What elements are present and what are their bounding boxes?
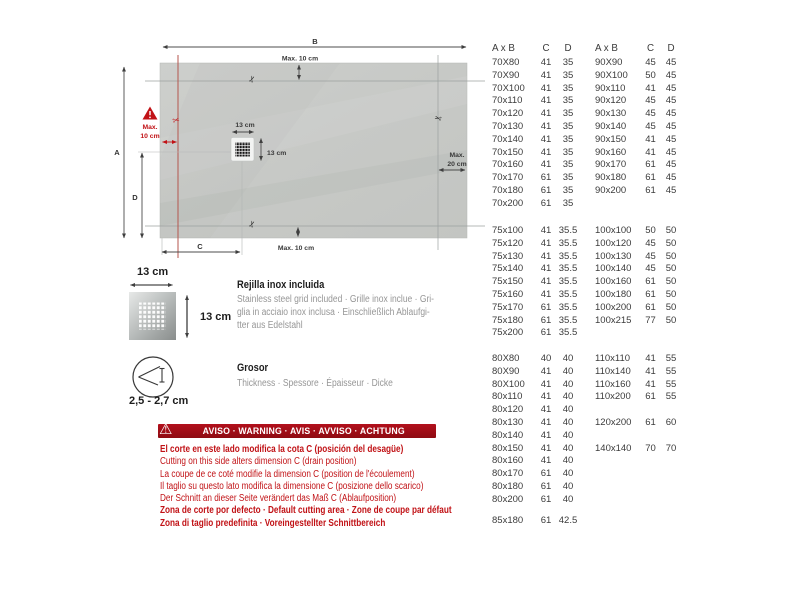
size-value: 45	[665, 184, 677, 196]
size-value: 45	[665, 120, 677, 132]
size-value	[578, 481, 595, 494]
size-value	[578, 391, 595, 404]
size-value	[578, 198, 595, 211]
grid-icon-width-arrow	[128, 280, 175, 290]
size-value: 41	[540, 133, 552, 145]
size-value: 40	[562, 353, 574, 364]
size-label: 80x150	[492, 442, 524, 454]
size-value	[640, 515, 661, 528]
size-value: 55	[665, 365, 677, 377]
size-value: 41	[540, 95, 552, 107]
size-label: 110x160	[595, 378, 631, 390]
size-label: 70x170	[492, 172, 524, 184]
size-value: 41	[540, 276, 552, 288]
size-value: 35.5	[558, 225, 578, 236]
size-value: 41	[540, 391, 552, 403]
size-value: 50	[665, 314, 677, 326]
size-value: 55	[665, 391, 677, 403]
size-value	[578, 263, 595, 276]
steel-grid-icon	[129, 292, 176, 340]
warning-title: AVISO · WARNING · AVIS · AVVISO · ACHTUNG	[203, 425, 406, 437]
size-label: 100x140	[595, 263, 632, 275]
size-label: 110x200	[595, 391, 631, 403]
size-value: 50	[665, 250, 677, 262]
max-right-label-2: 20 cm	[447, 161, 467, 168]
size-value: 35	[562, 133, 574, 145]
size-label	[595, 327, 640, 340]
size-value: 50	[645, 69, 656, 81]
max-bottom-label: Max. 10 cm	[277, 245, 315, 252]
size-label: 80x120	[492, 404, 524, 416]
size-value: 41	[645, 146, 656, 158]
warning-triangle-icon	[143, 107, 158, 120]
size-value: 35.5	[558, 263, 578, 275]
size-label: 100x160	[595, 276, 632, 288]
size-label: 90x130	[595, 108, 627, 120]
size-value: 45	[645, 108, 656, 120]
size-value: 41	[540, 146, 552, 158]
grid-included-line: Stainless steel grid included · Grille inox inclue · Gri-	[237, 294, 435, 305]
size-label: 80x140	[492, 429, 524, 441]
dimension-d-label: D	[132, 193, 138, 202]
size-label	[595, 494, 640, 507]
warning-line: Il taglio su questo lato modifica la dimensione C (posizione dello scarico)	[160, 480, 424, 492]
size-value: 40	[562, 429, 574, 441]
size-label: 100x200	[595, 301, 632, 313]
size-label: 120x200	[595, 416, 632, 428]
size-value	[578, 159, 595, 172]
size-value: 45	[665, 108, 677, 120]
size-label: 90x110	[595, 82, 626, 94]
size-label: 75x170	[492, 301, 524, 313]
size-value	[578, 366, 595, 379]
warning-line: Der Schnitt an dieser Seite verändert das Maß C (Ablaufposition)	[160, 493, 397, 505]
size-value: 35	[562, 197, 574, 209]
size-label	[595, 455, 640, 468]
size-value: 41	[540, 237, 552, 249]
size-value: C	[542, 43, 550, 54]
size-group-85	[492, 515, 681, 528]
size-value	[578, 147, 595, 160]
size-value: 61	[645, 301, 656, 313]
size-value	[578, 43, 595, 56]
grid-icon-height-arrow	[182, 293, 192, 340]
size-value: C	[646, 43, 655, 54]
grid-included-description	[237, 293, 469, 333]
size-label: A x B	[492, 43, 515, 54]
size-value	[578, 404, 595, 417]
size-value	[578, 225, 595, 238]
size-value	[661, 494, 681, 507]
scissors-icon: ✂	[433, 112, 443, 124]
size-value: 41	[645, 365, 656, 377]
size-value: 40	[562, 480, 574, 492]
size-value: 40	[562, 391, 574, 403]
size-value: 35	[562, 184, 574, 196]
size-value: 50	[665, 276, 677, 288]
size-value: 45	[665, 133, 677, 145]
size-label: 75x140	[492, 263, 524, 275]
size-label: 110x140	[595, 365, 631, 377]
size-label: 70X90	[492, 69, 520, 81]
size-value	[640, 327, 661, 340]
drain-height-label: 13 cm	[267, 150, 287, 157]
size-value	[578, 353, 595, 366]
size-value	[578, 134, 595, 147]
grid-included-line: tter aus Edelstahl	[237, 320, 303, 332]
warning-banner	[158, 420, 436, 438]
warning-text-block	[160, 444, 516, 530]
size-value: 61	[540, 301, 552, 313]
size-value	[578, 455, 595, 468]
size-value: 45	[645, 120, 656, 132]
size-label: A x B	[595, 43, 618, 54]
size-label: 70x130	[492, 120, 524, 132]
size-value: 50	[665, 237, 677, 249]
size-value: 41	[540, 288, 552, 300]
thickness-subtitle-wrap	[237, 377, 420, 390]
size-value: 77	[645, 314, 656, 326]
size-label: 70X100	[492, 82, 525, 94]
size-value: 45	[645, 57, 656, 68]
size-value: 50	[665, 263, 677, 275]
size-value	[578, 468, 595, 481]
size-value: 61	[540, 515, 552, 526]
grid-icon-height-label: 13 cm	[200, 311, 232, 323]
max-left-label-1: Max.	[142, 124, 158, 131]
size-value: 40	[562, 493, 574, 505]
size-value: 35	[562, 172, 574, 184]
size-label: 90X90	[595, 57, 623, 68]
size-value: 41	[540, 416, 552, 428]
size-value: 70	[665, 442, 677, 454]
size-label: 100x215	[595, 314, 632, 326]
drain-grid	[231, 138, 254, 162]
size-label: 80X80	[492, 353, 520, 364]
warning-triangle-icon: ⚠	[159, 420, 173, 438]
size-value: 41	[540, 225, 552, 236]
size-label: 70X80	[492, 57, 520, 68]
size-value: 41	[540, 250, 552, 262]
size-value	[578, 121, 595, 134]
max-top-label: Max. 10 cm	[281, 55, 319, 63]
size-value: 35	[562, 82, 574, 94]
size-value: 41	[540, 159, 552, 171]
size-value	[640, 198, 661, 211]
size-value: 50	[645, 225, 656, 236]
size-value	[640, 481, 661, 494]
size-value	[578, 315, 595, 328]
size-value: 41	[645, 378, 656, 390]
size-value	[578, 108, 595, 121]
size-value: 45	[645, 250, 656, 262]
size-label: 75x130	[492, 250, 524, 262]
size-label: 90x120	[595, 95, 627, 107]
size-value	[578, 95, 595, 108]
size-value: 61	[645, 416, 656, 428]
size-value	[640, 404, 661, 417]
size-value	[661, 327, 681, 340]
size-label: 100x180	[595, 288, 632, 300]
size-value: 35	[562, 159, 574, 171]
size-value	[578, 251, 595, 264]
size-value: 61	[645, 172, 656, 184]
size-value: 61	[645, 159, 656, 171]
size-value: 45	[665, 69, 677, 81]
size-value: 45	[665, 95, 677, 107]
size-value	[640, 430, 661, 443]
dimension-a-label: A	[114, 148, 120, 157]
size-value: 41	[540, 365, 552, 377]
size-label: 80X90	[492, 365, 520, 377]
size-value: 41	[540, 57, 552, 68]
size-value: 35.5	[558, 237, 578, 249]
drain-width-label: 13 cm	[235, 122, 255, 129]
grid-included-line: glia in acciaio inox inclusa · Einschließlich Ablaufgi-	[237, 307, 430, 319]
size-value: 40	[540, 353, 552, 364]
size-label: 80x200	[492, 493, 524, 505]
size-value: 35	[562, 146, 574, 158]
size-value: 50	[665, 301, 677, 313]
size-value	[578, 515, 595, 528]
size-value: 41	[540, 404, 552, 416]
size-label: 90x150	[595, 133, 627, 145]
size-value: 41	[645, 133, 656, 145]
thickness-title: Grosor	[237, 362, 269, 374]
thickness-subtitle: Thickness · Spessore · Épaisseur · Dicke	[237, 378, 393, 389]
warning-line: El corte en este lado modifica la cota C (posición del desagüe)	[160, 444, 404, 455]
size-value	[578, 327, 595, 340]
size-value	[578, 83, 595, 96]
size-label: 75x150	[492, 276, 524, 288]
size-label: 70x180	[492, 184, 524, 196]
size-table-header	[492, 43, 681, 56]
size-value: 41	[540, 82, 552, 94]
size-value: 61	[645, 391, 656, 403]
size-label: 80x110	[492, 391, 523, 403]
size-value	[578, 494, 595, 507]
tray-cutting-diagram	[100, 18, 495, 268]
size-value	[578, 443, 595, 456]
size-value: 40	[562, 365, 574, 377]
size-value: 45	[645, 95, 656, 107]
size-value: 41	[645, 353, 656, 364]
warning-line: Zona di taglio predefinita · Voreingestellter Schnittbereich	[160, 517, 386, 529]
size-value: 61	[540, 468, 552, 480]
size-label: 70x120	[492, 108, 524, 120]
size-label	[595, 515, 640, 528]
max-left-label-2: 10 cm	[140, 133, 160, 140]
size-value	[578, 70, 595, 83]
size-value: 41	[540, 378, 552, 390]
max-right-label-1: Max.	[449, 152, 465, 159]
size-value	[578, 276, 595, 289]
size-value: 40	[562, 442, 574, 454]
size-label: 90x200	[595, 184, 627, 196]
size-value: 50	[665, 225, 677, 236]
size-value: 40	[562, 416, 574, 428]
size-group-80-110	[492, 353, 681, 507]
size-label: 90x180	[595, 172, 627, 184]
grid-icon-width-label: 13 cm	[137, 266, 169, 278]
size-value: 41	[540, 455, 552, 467]
size-value: 61	[540, 480, 552, 492]
size-value: 35.5	[558, 250, 578, 262]
size-value: 41	[645, 82, 656, 94]
size-value	[578, 57, 595, 70]
size-label: 75x160	[492, 288, 524, 300]
size-value	[640, 455, 661, 468]
warning-line: Cutting on this side alters dimension C (drain position)	[160, 456, 357, 468]
size-label: 90x160	[595, 146, 627, 158]
size-value: 35	[562, 120, 574, 132]
thickness-icon	[131, 355, 175, 399]
size-value: 35.5	[558, 301, 578, 313]
size-value: 45	[665, 57, 677, 68]
size-value	[661, 455, 681, 468]
size-value	[661, 404, 681, 417]
size-value: 35.5	[558, 327, 578, 339]
size-value: 40	[562, 404, 574, 416]
size-label: 110x110	[595, 353, 631, 364]
size-value: 61	[540, 172, 552, 184]
size-value: 61	[540, 197, 552, 209]
size-label: 100x130	[595, 250, 632, 262]
size-value	[640, 468, 661, 481]
scissors-icon: ✂	[246, 73, 258, 85]
size-value: 45	[665, 172, 677, 184]
size-label: 75x120	[492, 237, 524, 249]
size-label: 90x140	[595, 120, 627, 132]
size-label: 75x200	[492, 327, 524, 339]
size-label: 90X100	[595, 69, 628, 81]
size-value: D	[667, 43, 675, 54]
size-label: 100x100	[595, 225, 632, 236]
size-label	[595, 481, 640, 494]
size-value: 40	[562, 455, 574, 467]
size-group-70-90	[492, 57, 681, 211]
size-label: 80x160	[492, 455, 524, 467]
thickness-value: 2,5 - 2,7 cm	[129, 395, 189, 407]
size-label: 90x170	[595, 159, 627, 171]
size-value: 45	[645, 237, 656, 249]
size-value: 55	[665, 353, 677, 364]
size-label: 140x140	[595, 442, 632, 454]
size-value: 61	[540, 314, 552, 326]
size-label: 100x120	[595, 237, 632, 249]
size-value: 35.5	[558, 314, 578, 326]
size-value	[578, 430, 595, 443]
size-label: 80X100	[492, 378, 525, 390]
size-value: 41	[540, 108, 552, 120]
size-value: 40	[562, 378, 574, 390]
warning-line: La coupe de ce coté modifie la dimension C (position de l'écoulement)	[160, 468, 415, 480]
grid-included-title: Rejilla inox incluida	[237, 279, 325, 291]
size-label: 75x180	[492, 314, 524, 326]
size-label: 80x170	[492, 468, 524, 480]
size-label: 80x130	[492, 416, 524, 428]
size-value: 50	[665, 288, 677, 300]
size-value: 35	[562, 108, 574, 120]
size-label: 85x180	[492, 515, 524, 526]
size-value: 70	[645, 442, 656, 454]
size-value: 45	[645, 263, 656, 275]
size-label: 70x160	[492, 159, 524, 171]
dimension-b-label: B	[312, 37, 318, 46]
size-value	[661, 198, 681, 211]
size-value	[578, 302, 595, 315]
size-value: 41	[540, 263, 552, 275]
shower-tray	[160, 63, 467, 238]
size-value: 35.5	[558, 276, 578, 288]
size-value: 61	[540, 493, 552, 505]
size-value: 40	[562, 468, 574, 480]
size-label	[595, 468, 640, 481]
size-value: 61	[645, 184, 656, 196]
size-value: 41	[540, 429, 552, 441]
size-value: 61	[645, 288, 656, 300]
scissors-icon: ✂	[246, 218, 258, 230]
size-value	[578, 238, 595, 251]
size-value	[578, 185, 595, 198]
size-value	[578, 289, 595, 302]
size-value: 35	[562, 69, 574, 81]
size-label	[595, 198, 640, 211]
size-label	[595, 430, 640, 443]
size-value: 60	[665, 416, 677, 428]
warning-line: Zona de corte por defecto · Default cutting area · Zone de coupe par défaut	[160, 505, 452, 517]
size-value	[578, 379, 595, 392]
size-label: 70x110	[492, 95, 523, 107]
size-value	[640, 494, 661, 507]
size-value	[661, 515, 681, 528]
size-value: D	[564, 43, 572, 54]
size-value: 55	[665, 378, 677, 390]
size-label: 80x180	[492, 480, 524, 492]
size-value: 45	[665, 159, 677, 171]
size-value: 35	[562, 57, 574, 68]
size-value: 61	[540, 327, 552, 339]
size-value	[578, 172, 595, 185]
size-value: 41	[540, 120, 552, 132]
size-value: 45	[665, 146, 677, 158]
size-value: 41	[540, 69, 552, 81]
size-label: 70x140	[492, 133, 524, 145]
size-label	[595, 404, 640, 417]
dimension-c-label: C	[197, 242, 203, 251]
size-group-75-100	[492, 225, 681, 340]
size-label: 75x100	[492, 225, 524, 236]
size-value: 45	[665, 82, 677, 94]
size-value	[661, 430, 681, 443]
size-value: 35	[562, 95, 574, 107]
size-value: 35.5	[558, 288, 578, 300]
size-label: 70x150	[492, 146, 524, 158]
size-value	[578, 417, 595, 430]
size-value: 61	[540, 184, 552, 196]
size-value: 61	[645, 276, 656, 288]
size-label: 70x200	[492, 197, 524, 209]
scissors-icon-red: ✂	[171, 114, 181, 126]
size-value	[661, 481, 681, 494]
size-value: 42.5	[558, 515, 578, 526]
size-value	[661, 468, 681, 481]
size-value: 41	[540, 442, 552, 454]
